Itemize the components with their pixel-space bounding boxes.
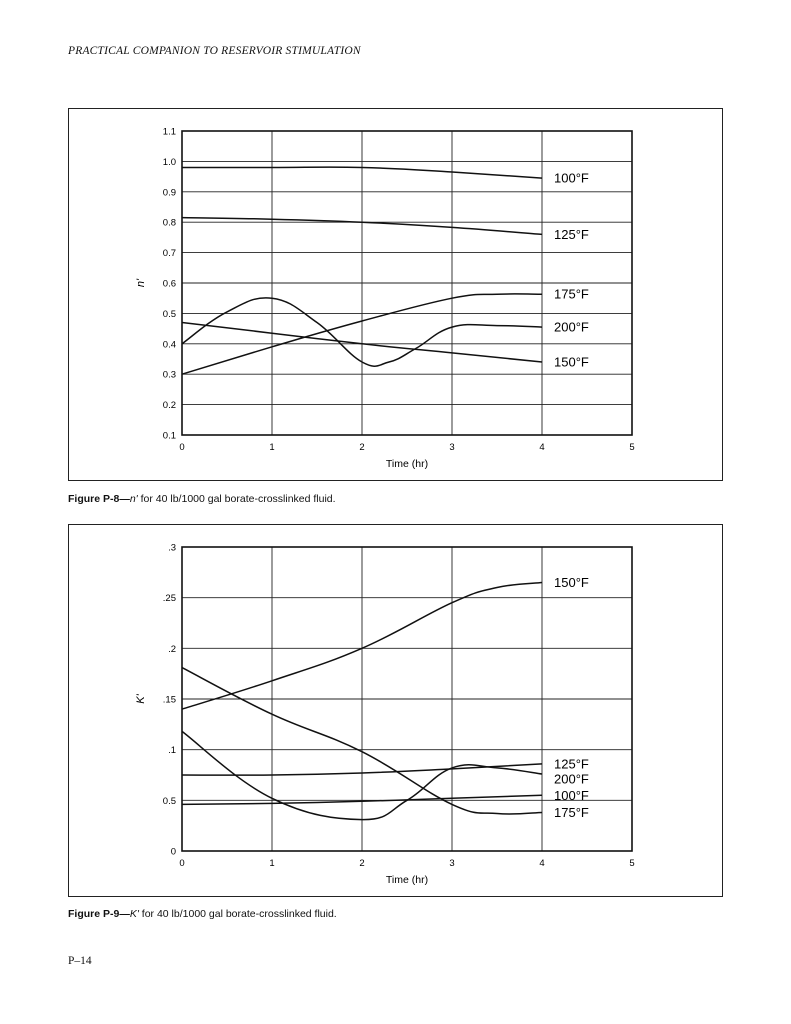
figure-p8-caption-symbol: n' <box>129 493 138 505</box>
figure-p8-y-tick-label: 1.1 <box>162 126 176 138</box>
figure-p8-chart <box>69 109 724 482</box>
figure-p9-y-tick-label: .1 <box>168 745 176 757</box>
figure-p9-frame <box>68 524 723 897</box>
figure-p9-caption-label: Figure P-9 <box>68 908 120 920</box>
figure-p8-y-tick-label: 0.5 <box>162 308 176 320</box>
figure-p9-caption-symbol: K' <box>129 908 139 920</box>
figure-p8-y-tick-label: 0.6 <box>162 278 176 290</box>
figure-p8-y-tick-label: 1.0 <box>162 156 176 168</box>
figure-p8-x-tick-label: 3 <box>449 442 455 453</box>
figure-p8-series-label-200f: 200°F <box>554 319 589 335</box>
figure-p8-y-axis-label: n' <box>135 278 147 288</box>
figure-p8-caption <box>68 493 336 505</box>
figure-p9-caption-dash: — <box>119 908 130 920</box>
figure-p8-y-tick-label: 0.3 <box>162 369 176 381</box>
figure-p9-y-tick-label: .3 <box>168 542 176 554</box>
figure-p8-x-tick-label: 4 <box>539 442 545 453</box>
figure-p9-x-tick-label: 2 <box>359 858 365 869</box>
page-number: P–14 <box>68 955 92 967</box>
figure-p8-series-label-100f: 100°F <box>554 170 589 186</box>
figure-p9-x-tick-label: 0 <box>179 858 185 869</box>
figure-p8-series-label-150f: 150°F <box>554 354 589 370</box>
figure-p9-caption-text: for 40 lb/1000 gal borate-crosslinked fluid. <box>138 908 337 920</box>
figure-p9-chart <box>69 525 724 898</box>
figure-p9-series-label-175f: 175°F <box>554 804 589 820</box>
figure-p8-series-label-125f: 125°F <box>554 226 589 242</box>
figure-p9-y-tick-label: 0.5 <box>162 795 176 807</box>
figure-p8-y-tick-label: 0.4 <box>162 339 176 351</box>
figure-p8-series-label-175f: 175°F <box>554 286 589 302</box>
figure-p9-y-tick-label: .2 <box>168 643 176 655</box>
figure-p8-y-tick-label: 0.7 <box>162 248 176 260</box>
figure-p8-x-tick-label: 2 <box>359 442 365 453</box>
figure-p8-y-tick-label: 0.9 <box>162 187 176 199</box>
figure-p9-series-label-100f: 100°F <box>554 787 589 803</box>
figure-p8-x-tick-label: 0 <box>179 442 185 453</box>
figure-p9-y-axis-label: K' <box>135 694 147 704</box>
figure-p9-x-tick-label: 1 <box>269 858 275 869</box>
figure-p8-y-tick-label: 0.8 <box>162 217 176 229</box>
figure-p8-caption-dash: — <box>119 493 130 505</box>
running-header: PRACTICAL COMPANION TO RESERVOIR STIMULATION <box>68 45 361 57</box>
figure-p8-y-tick-label: 0.1 <box>162 430 176 442</box>
figure-p9-x-tick-label: 4 <box>539 858 545 869</box>
figure-p9-y-tick-label: 0 <box>170 846 176 858</box>
figure-p9-x-axis-label: Time (hr) <box>385 874 429 886</box>
figure-p9-series-label-200f: 200°F <box>554 771 589 787</box>
figure-p8-y-tick-label: 0.2 <box>162 400 176 412</box>
figure-p8-x-axis-label: Time (hr) <box>385 458 429 470</box>
figure-p9-y-tick-label: .25 <box>162 593 176 605</box>
figure-p9-caption <box>68 908 337 920</box>
figure-p8-x-tick-label: 5 <box>629 442 635 453</box>
figure-p9-series-label-125f: 125°F <box>554 756 589 772</box>
figure-p8-caption-text: for 40 lb/1000 gal borate-crosslinked fluid. <box>137 493 336 505</box>
figure-p8-caption-label: Figure P-8 <box>68 493 120 505</box>
figure-p9-x-tick-label: 3 <box>449 858 455 869</box>
figure-p8-x-tick-label: 1 <box>269 442 275 453</box>
figure-p9-y-tick-label: .15 <box>162 694 176 706</box>
figure-p9-x-tick-label: 5 <box>629 858 635 869</box>
figure-p9-series-label-150f: 150°F <box>554 574 589 590</box>
figure-p8-frame <box>68 108 723 481</box>
